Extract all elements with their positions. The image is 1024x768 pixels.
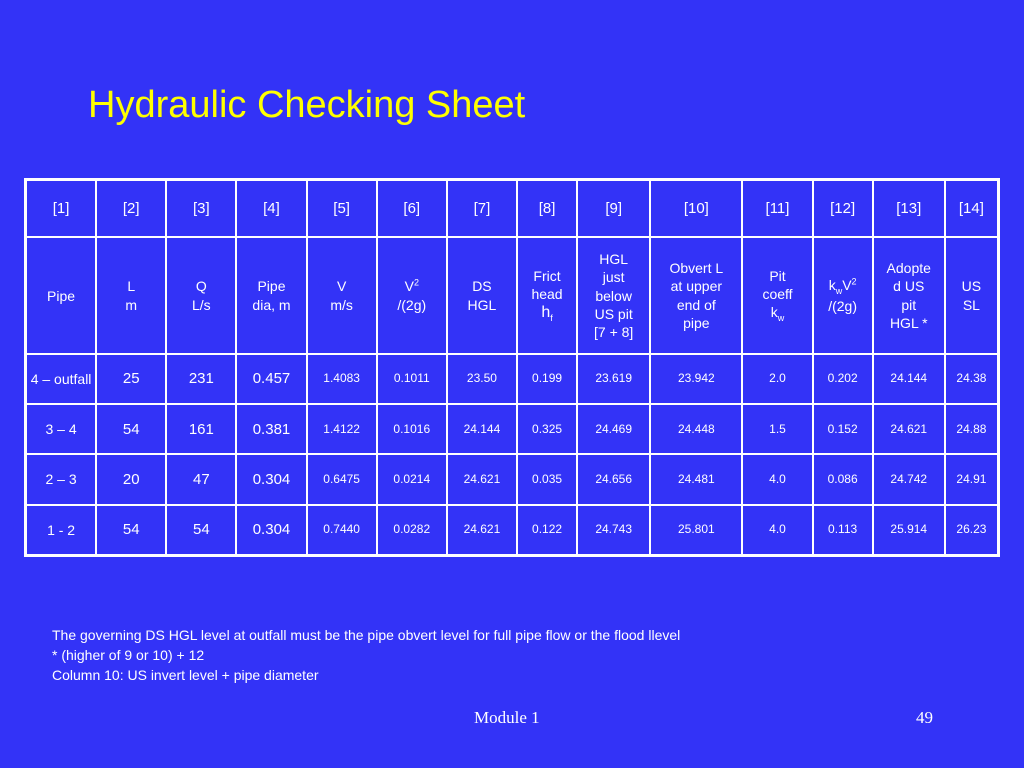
cell-hgl-us: 24.656 xyxy=(577,454,650,504)
cell-hgl-us: 24.743 xyxy=(577,505,650,555)
cell-pipe: 4 – outfall xyxy=(26,354,96,404)
footer-module: Module 1 xyxy=(474,708,540,727)
column-number: [2] xyxy=(96,180,166,237)
cell-adopted-hgl: 25.914 xyxy=(873,505,945,555)
header-ds-hgl: DS HGL xyxy=(447,237,517,354)
note-line: The governing DS HGL level at outfall must be the pipe obvert level for full pipe flow or the flood llevel xyxy=(52,627,681,643)
cell-pit-loss: 0.152 xyxy=(813,404,873,454)
column-number: [6] xyxy=(377,180,447,237)
slide-title: Hydraulic Checking Sheet xyxy=(88,84,526,126)
cell-hgl-us: 23.619 xyxy=(577,354,650,404)
cell-us-sl: 24.38 xyxy=(945,354,998,404)
column-number: [7] xyxy=(447,180,517,237)
table-row xyxy=(26,354,998,404)
cell-flow: 231 xyxy=(166,354,236,404)
header-us-surface-level: US SL xyxy=(945,237,998,354)
header-pit-coeff: Pit coeff $k_w$ xyxy=(742,237,812,354)
cell-ds-hgl: 24.144 xyxy=(447,404,517,454)
cell-diameter: 0.304 xyxy=(236,505,306,555)
cell-velocity-head: 0.1011 xyxy=(377,354,447,404)
notes xyxy=(52,625,680,685)
cell-diameter: 0.304 xyxy=(236,454,306,504)
cell-velocity: 0.7440 xyxy=(307,505,377,555)
cell-adopted-hgl: 24.621 xyxy=(873,404,945,454)
column-number: [1] xyxy=(26,180,96,237)
cell-obvert: 24.448 xyxy=(650,404,742,454)
column-number: [13] xyxy=(873,180,945,237)
column-number: [12] xyxy=(813,180,873,237)
cell-us-sl: 24.91 xyxy=(945,454,998,504)
table-row xyxy=(26,404,998,454)
cell-obvert: 23.942 xyxy=(650,354,742,404)
cell-hgl-us: 24.469 xyxy=(577,404,650,454)
header-pipe: Pipe xyxy=(26,237,96,354)
cell-adopted-hgl: 24.144 xyxy=(873,354,945,404)
cell-length: 25 xyxy=(96,354,166,404)
header-length: L m xyxy=(96,237,166,354)
column-number: [14] xyxy=(945,180,998,237)
note-line: Column 10: US invert level + pipe diameter xyxy=(52,667,319,683)
cell-flow: 161 xyxy=(166,404,236,454)
page-number: 49 xyxy=(916,708,933,727)
cell-pit-loss: 0.113 xyxy=(813,505,873,555)
header-friction-head: Frict head $h_f$ xyxy=(517,237,577,354)
header-pipe-diameter: Pipe dia, m xyxy=(236,237,306,354)
cell-obvert: 24.481 xyxy=(650,454,742,504)
cell-length: 54 xyxy=(96,404,166,454)
note-line: * (higher of 9 or 10) + 12 xyxy=(52,647,205,663)
column-number: [11] xyxy=(742,180,812,237)
cell-pipe: 2 – 3 xyxy=(26,454,96,504)
header-obvert-level: Obvert L at upper end of pipe xyxy=(650,237,742,354)
column-number: [10] xyxy=(650,180,742,237)
column-header-row xyxy=(26,237,998,354)
column-number: [5] xyxy=(307,180,377,237)
header-velocity: V m/s xyxy=(307,237,377,354)
cell-friction-head: 0.325 xyxy=(517,404,577,454)
header-velocity-head: $V^2$ /(2g) xyxy=(377,237,447,354)
cell-us-sl: 24.88 xyxy=(945,404,998,454)
header-flow: Q L/s xyxy=(166,237,236,354)
cell-length: 20 xyxy=(96,454,166,504)
cell-pit-coeff: 4.0 xyxy=(742,454,812,504)
cell-ds-hgl: 24.621 xyxy=(447,454,517,504)
table-row xyxy=(26,454,998,504)
cell-velocity-head: 0.0282 xyxy=(377,505,447,555)
cell-flow: 47 xyxy=(166,454,236,504)
column-number: [8] xyxy=(517,180,577,237)
cell-pit-coeff: 2.0 xyxy=(742,354,812,404)
cell-ds-hgl: 24.621 xyxy=(447,505,517,555)
cell-pit-loss: 0.086 xyxy=(813,454,873,504)
cell-velocity: 1.4083 xyxy=(307,354,377,404)
column-number-row xyxy=(26,180,998,237)
cell-velocity-head: 0.1016 xyxy=(377,404,447,454)
cell-pit-loss: 0.202 xyxy=(813,354,873,404)
cell-length: 54 xyxy=(96,505,166,555)
column-number: [9] xyxy=(577,180,650,237)
hydraulic-checking-table xyxy=(24,178,1000,557)
cell-adopted-hgl: 24.742 xyxy=(873,454,945,504)
cell-velocity: 1.4122 xyxy=(307,404,377,454)
cell-diameter: 0.381 xyxy=(236,404,306,454)
header-hgl-us-pit: HGL just below US pit [7 + 8] xyxy=(577,237,650,354)
column-number: [4] xyxy=(236,180,306,237)
cell-us-sl: 26.23 xyxy=(945,505,998,555)
cell-obvert: 25.801 xyxy=(650,505,742,555)
cell-pipe: 3 – 4 xyxy=(26,404,96,454)
table-row xyxy=(26,505,998,555)
cell-pipe: 1 - 2 xyxy=(26,505,96,555)
cell-friction-head: 0.035 xyxy=(517,454,577,504)
header-pit-loss: $k_wV^2$ /(2g) xyxy=(813,237,873,354)
cell-velocity-head: 0.0214 xyxy=(377,454,447,504)
cell-ds-hgl: 23.50 xyxy=(447,354,517,404)
cell-friction-head: 0.199 xyxy=(517,354,577,404)
cell-pit-coeff: 1.5 xyxy=(742,404,812,454)
cell-flow: 54 xyxy=(166,505,236,555)
cell-velocity: 0.6475 xyxy=(307,454,377,504)
cell-pit-coeff: 4.0 xyxy=(742,505,812,555)
header-adopted-hgl: Adopte d US pit HGL * xyxy=(873,237,945,354)
column-number: [3] xyxy=(166,180,236,237)
cell-diameter: 0.457 xyxy=(236,354,306,404)
cell-friction-head: 0.122 xyxy=(517,505,577,555)
